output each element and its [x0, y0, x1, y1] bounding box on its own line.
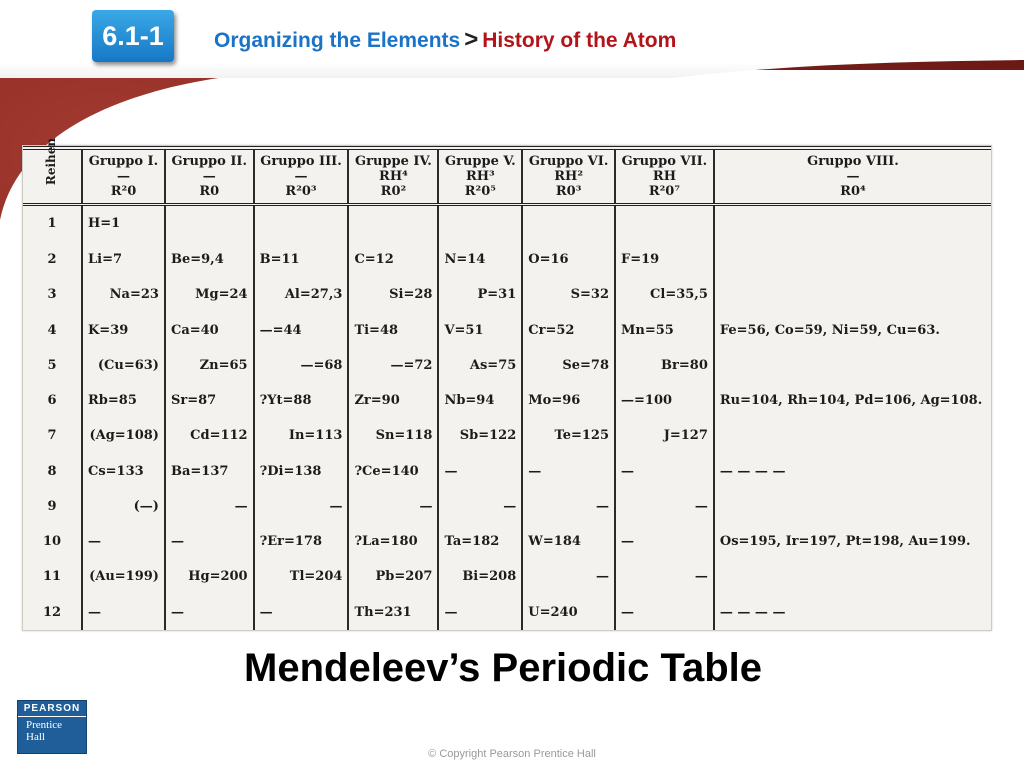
row-number: 4: [47, 322, 57, 338]
element-cell: Se=78: [522, 348, 615, 383]
row-number: 3: [47, 287, 57, 303]
element-cell: W=184: [522, 524, 615, 559]
row-number: 8: [47, 463, 57, 479]
element-cell: Fe=56, Co=59, Ni=59, Cu=63.: [714, 312, 991, 347]
group-header-line3: R0²: [380, 184, 407, 199]
group-header-line2: —: [116, 169, 130, 184]
slide-counter-label: Slide: [978, 677, 1012, 693]
element-cell: Be=9,4: [165, 242, 254, 277]
group-header-line3: R0⁴: [840, 184, 866, 199]
element-cell: Br=80: [615, 348, 714, 383]
group-header-line2: —: [202, 169, 216, 184]
row-number: 5: [47, 357, 57, 373]
group-header-line2: RH: [652, 169, 676, 184]
element-cell: O=16: [522, 242, 615, 277]
group-header: [348, 148, 438, 205]
element-cell: —: [254, 489, 349, 524]
element-cell: ?La=180: [348, 524, 438, 559]
slide-counter: [960, 676, 1012, 712]
breadcrumb: [214, 26, 676, 54]
row-number: 7: [47, 428, 57, 444]
table-row: [23, 312, 991, 347]
section-badge: 6.1-1: [92, 10, 174, 62]
element-cell: —: [165, 595, 254, 630]
element-cell: Sb=122: [438, 418, 522, 453]
element-cell: Bi=208: [438, 559, 522, 594]
group-header-line3: R²0: [110, 184, 137, 199]
element-cell: Ca=40: [165, 312, 254, 347]
element-cell: —: [82, 595, 165, 630]
element-cell: Cl=35,5: [615, 277, 714, 312]
element-cell: (—): [82, 489, 165, 524]
element-cell: —=44: [254, 312, 349, 347]
mendeleev-table-image: [22, 137, 992, 631]
element-cell: [714, 559, 991, 594]
element-cell: Mg=24: [165, 277, 254, 312]
element-cell: —=72: [348, 348, 438, 383]
group-header-line2: RH³: [465, 169, 495, 184]
element-cell: U=240: [522, 595, 615, 630]
table-row: [23, 205, 991, 242]
element-cell: In=113: [254, 418, 349, 453]
element-cell: —: [438, 489, 522, 524]
element-cell: Si=28: [348, 277, 438, 312]
element-cell: C=12: [348, 242, 438, 277]
row-number: 9: [47, 498, 57, 514]
element-cell: —: [615, 454, 714, 489]
row-number: 12: [42, 604, 62, 620]
element-cell: B=11: [254, 242, 349, 277]
group-header-name: Gruppo VIII.: [807, 154, 899, 169]
mendeleev-table: [23, 137, 991, 630]
element-cell: — — — —: [714, 454, 991, 489]
element-cell: Th=231: [348, 595, 438, 630]
element-cell: J=127: [615, 418, 714, 453]
group-header: [254, 148, 349, 205]
group-header-line3: R0: [199, 184, 220, 199]
element-cell: V=51: [438, 312, 522, 347]
element-cell: Li=7: [82, 242, 165, 277]
element-cell: Ta=182: [438, 524, 522, 559]
element-cell: —: [438, 454, 522, 489]
element-cell: —: [165, 489, 254, 524]
element-cell: Ba=137: [165, 454, 254, 489]
slide-title: Mendeleev’s Periodic Table: [244, 646, 762, 690]
group-header-name: Gruppe IV.: [355, 154, 432, 169]
element-cell: [714, 348, 991, 383]
element-cell: Nb=94: [438, 383, 522, 418]
element-cell: [714, 489, 991, 524]
table-row: [23, 418, 991, 453]
element-cell: Te=125: [522, 418, 615, 453]
element-cell: Cs=133: [82, 454, 165, 489]
pearson-logo-imprint: Prentice Hall: [26, 719, 63, 743]
element-cell: [714, 242, 991, 277]
breadcrumb-current: History of the Atom: [482, 29, 677, 52]
table-row: [23, 489, 991, 524]
element-cell: Cd=112: [165, 418, 254, 453]
element-cell: Na=23: [82, 277, 165, 312]
element-cell: —=68: [254, 348, 349, 383]
group-header: [165, 148, 254, 205]
element-cell: Al=27,3: [254, 277, 349, 312]
row-header: Reihen: [44, 137, 59, 186]
group-header-line3: R0³: [555, 184, 582, 199]
element-cell: —: [615, 524, 714, 559]
table-row: [23, 348, 991, 383]
table-header-row: [23, 148, 991, 205]
table-row: [23, 242, 991, 277]
element-cell: —: [615, 559, 714, 594]
element-cell: Mo=96: [522, 383, 615, 418]
element-cell: [438, 205, 522, 242]
element-cell: [348, 205, 438, 242]
element-cell: [714, 418, 991, 453]
element-cell: ?Di=138: [254, 454, 349, 489]
row-number: 1: [47, 216, 57, 232]
group-header-name: Gruppo I.: [88, 154, 159, 169]
breadcrumb-separator: >: [464, 26, 479, 53]
element-cell: ?Yt=88: [254, 383, 349, 418]
pearson-logo-top: PEARSON: [18, 701, 86, 717]
group-header-name: Gruppo VII.: [621, 154, 708, 169]
row-number: 11: [42, 569, 62, 585]
element-cell: [522, 205, 615, 242]
table-row: [23, 277, 991, 312]
row-number: 10: [42, 534, 62, 550]
table-row: [23, 383, 991, 418]
group-header: [714, 148, 991, 205]
group-header-line2: —: [846, 169, 860, 184]
element-cell: —: [438, 595, 522, 630]
slide-counter-position: 12 of 28: [959, 695, 1012, 711]
element-cell: K=39: [82, 312, 165, 347]
element-cell: [714, 277, 991, 312]
table-row: [23, 559, 991, 594]
element-cell: Sn=118: [348, 418, 438, 453]
element-cell: —: [522, 559, 615, 594]
breadcrumb-parent[interactable]: Organizing the Elements: [214, 29, 461, 52]
element-cell: —: [348, 489, 438, 524]
element-cell: As=75: [438, 348, 522, 383]
table-row: [23, 524, 991, 559]
element-cell: P=31: [438, 277, 522, 312]
element-cell: (Cu=63): [82, 348, 165, 383]
element-cell: Pb=207: [348, 559, 438, 594]
element-cell: —: [615, 595, 714, 630]
group-header-line3: R²0³: [285, 184, 317, 199]
element-cell: — — — —: [714, 595, 991, 630]
group-header-name: Gruppo VI.: [528, 154, 609, 169]
element-cell: (Au=199): [82, 559, 165, 594]
group-header-line2: —: [294, 169, 308, 184]
element-cell: N=14: [438, 242, 522, 277]
group-header: [615, 148, 714, 205]
element-cell: Sr=87: [165, 383, 254, 418]
group-header-line3: R²0⁵: [464, 184, 496, 199]
group-header-name: Gruppo II.: [171, 154, 248, 169]
element-cell: Tl=204: [254, 559, 349, 594]
element-cell: [615, 205, 714, 242]
copyright-notice: © Copyright Pearson Prentice Hall: [428, 748, 596, 760]
group-header-line3: R²0⁷: [648, 184, 681, 199]
element-cell: —: [522, 454, 615, 489]
element-cell: Os=195, Ir=197, Pt=198, Au=199.: [714, 524, 991, 559]
group-header-line2: RH²: [554, 169, 584, 184]
group-header-name: Gruppe V.: [444, 154, 516, 169]
table-row: [23, 595, 991, 630]
element-cell: (Ag=108): [82, 418, 165, 453]
table-row: [23, 454, 991, 489]
element-cell: —=100: [615, 383, 714, 418]
element-cell: Mn=55: [615, 312, 714, 347]
element-cell: Hg=200: [165, 559, 254, 594]
element-cell: ?Er=178: [254, 524, 349, 559]
element-cell: Rb=85: [82, 383, 165, 418]
element-cell: H=1: [82, 205, 165, 242]
group-header: [82, 148, 165, 205]
element-cell: Ti=48: [348, 312, 438, 347]
group-header-name: Gruppo III.: [260, 154, 342, 169]
element-cell: F=19: [615, 242, 714, 277]
group-header: [522, 148, 615, 205]
element-cell: [254, 205, 349, 242]
element-cell: Zn=65: [165, 348, 254, 383]
element-cell: —: [522, 489, 615, 524]
pearson-logo: [17, 700, 87, 754]
row-number: 2: [47, 251, 57, 267]
element-cell: ?Ce=140: [348, 454, 438, 489]
element-cell: Zr=90: [348, 383, 438, 418]
row-number: 6: [47, 393, 57, 409]
element-cell: [165, 205, 254, 242]
element-cell: —: [254, 595, 349, 630]
element-cell: Cr=52: [522, 312, 615, 347]
element-cell: —: [615, 489, 714, 524]
group-header: [438, 148, 522, 205]
element-cell: —: [82, 524, 165, 559]
element-cell: —: [165, 524, 254, 559]
group-header-line2: RH⁴: [379, 169, 408, 184]
element-cell: Ru=104, Rh=104, Pd=106, Ag=108.: [714, 383, 991, 418]
element-cell: S=32: [522, 277, 615, 312]
element-cell: [714, 205, 991, 242]
